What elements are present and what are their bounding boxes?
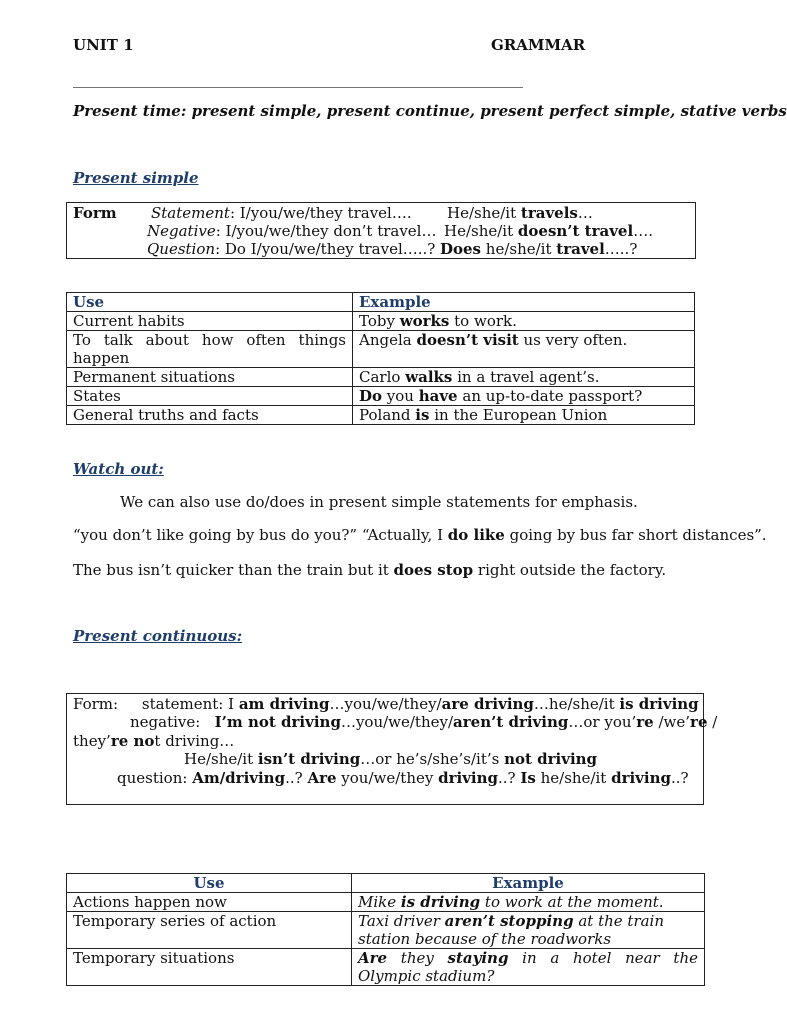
table-header-row: [67, 874, 705, 893]
col-use-header: Use: [67, 874, 352, 893]
example-cell: Carlo walks in a travel agent’s.: [353, 368, 695, 387]
present-continuous-form-box: [66, 693, 718, 805]
col-example-header: Example: [352, 874, 705, 893]
table-row: [67, 387, 695, 406]
table-row: [67, 331, 695, 368]
use-cell: States: [67, 387, 353, 406]
example-cell: Angela doesn’t visit us very often.: [353, 331, 695, 368]
use-cell: Temporary situations: [67, 949, 352, 986]
form-statement-line: Form: statement: I am driving…you/we/they/are driving…he/she/it is driving: [73, 695, 699, 713]
subject-label: GRAMMAR: [491, 36, 586, 54]
watch-out-line-2: “you don’t like going by bus do you?” “Actually, I do like going by bus far short distances”.: [73, 526, 767, 544]
unit-label: UNIT 1: [73, 36, 134, 54]
header-rule: ____________________________________________________________: [73, 70, 523, 88]
present-continuous-heading: Present continuous:: [73, 627, 243, 645]
table-header-row: [67, 293, 695, 312]
col-example-header: Example: [353, 293, 695, 312]
example-cell: Are they staying in a hotel near the Olympic stadium?: [352, 949, 705, 986]
table-row: [67, 406, 695, 425]
table-row: [67, 893, 705, 912]
form-negative-cont-line: they’re not driving…: [73, 732, 235, 750]
example-cell: Do you have an up-to-date passport?: [353, 387, 695, 406]
use-cell: Temporary series of action: [67, 912, 352, 949]
example-cell: Mike is driving to work at the moment.: [352, 893, 705, 912]
form-negative-line: negative: I’m not driving…you/we/they/aren’t driving…or you’re /we’re /: [130, 713, 718, 731]
negative-3rd: He/she/it doesn’t travel….: [444, 222, 653, 240]
present-simple-use-table: [66, 292, 695, 425]
watch-out-line-3: The bus isn’t quicker than the train but it does stop right outside the factory.: [73, 561, 667, 579]
question-line: Question: Do I/you/we/they travel…..?: [147, 240, 436, 258]
example-cell: Taxi driver aren’t stopping at the train station because of the roadworks: [352, 912, 705, 949]
statement-line: Statement: I/you/we/they travel….: [151, 204, 412, 222]
form-negative-3rd-line: He/she/it isn’t driving…or he’s/she’s/it’s not driving: [184, 750, 598, 768]
negative-line: Negative: I/you/we/they don’t travel…: [147, 222, 437, 240]
topic-title: Present time: present simple, present continue, present perfect simple, stative verbs: [73, 102, 787, 120]
use-cell: Permanent situations: [67, 368, 353, 387]
use-cell: To talk about how often things happen: [67, 331, 353, 368]
table-row: [67, 312, 695, 331]
use-cell: Current habits: [67, 312, 353, 331]
present-simple-form-box: [66, 202, 696, 259]
present-continuous-use-table: [66, 873, 705, 986]
question-3rd: Does he/she/it travel…..?: [440, 240, 638, 258]
table-row: [67, 912, 705, 949]
example-cell: Toby works to work.: [353, 312, 695, 331]
table-row: [67, 368, 695, 387]
table-row: [67, 949, 705, 986]
use-cell: Actions happen now: [67, 893, 352, 912]
watch-out-line-1: We can also use do/does in present simple statements for emphasis.: [120, 493, 638, 511]
statement-3rd: He/she/it travels…: [447, 204, 593, 222]
use-cell: General truths and facts: [67, 406, 353, 425]
form-label: Form: [73, 204, 117, 222]
form-question-line: question: Am/driving..? Are you/we/they driving..? Is he/she/it driving..?: [117, 769, 689, 787]
example-cell: Poland is in the European Union: [353, 406, 695, 425]
present-simple-heading: Present simple: [73, 169, 199, 187]
watch-out-heading: Watch out:: [73, 460, 164, 478]
col-use-header: Use: [67, 293, 353, 312]
